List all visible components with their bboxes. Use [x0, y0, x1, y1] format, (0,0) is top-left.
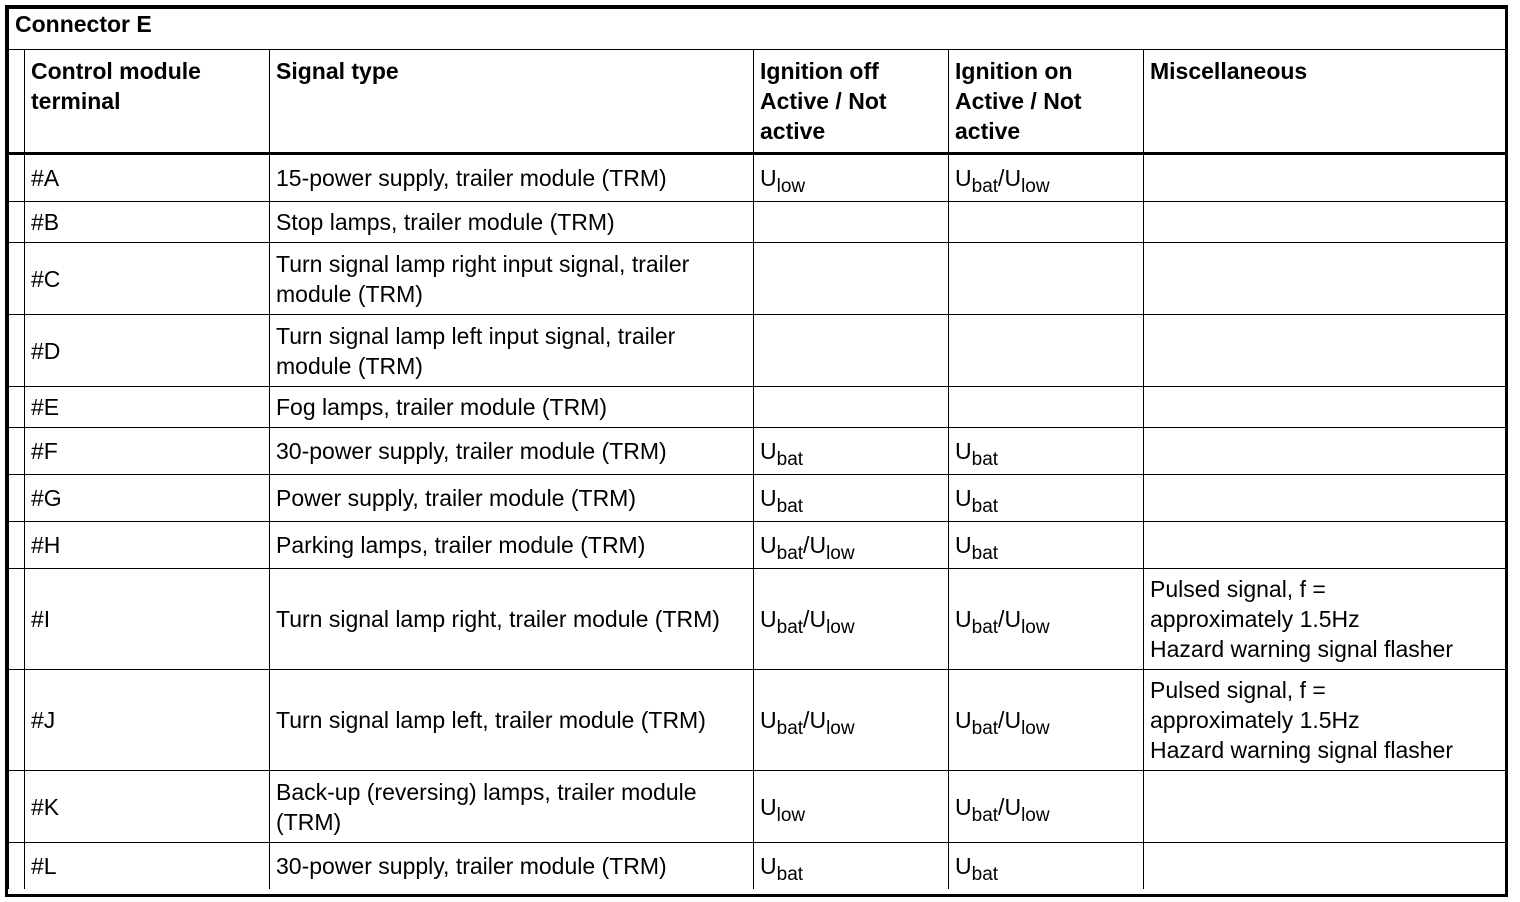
- table-row: [9, 475, 1506, 522]
- ignition-off-cell: [754, 202, 949, 243]
- miscellaneous-cell: [1144, 154, 1506, 202]
- ignition-on-cell: [949, 243, 1144, 315]
- row-stub: [9, 843, 25, 890]
- signal-type-cell: Turn signal lamp left input signal, trailer module (TRM): [270, 315, 754, 387]
- header-row: [9, 50, 1506, 154]
- signal-type-cell: Turn signal lamp left, trailer module (TRM): [270, 670, 754, 771]
- header-stub: [9, 50, 25, 154]
- miscellaneous-cell: [1144, 843, 1506, 890]
- miscellaneous-cell: [1144, 202, 1506, 243]
- ignition-on-cell: $U_{bat}/U_{low}$: [949, 771, 1144, 843]
- signal-type-cell: Power supply, trailer module (TRM): [270, 475, 754, 522]
- signal-type-cell: Stop lamps, trailer module (TRM): [270, 202, 754, 243]
- ignition-on-cell: $U_{bat}/U_{low}$: [949, 154, 1144, 202]
- header-terminal: Control module terminal: [25, 50, 270, 154]
- signal-type-cell: Back-up (reversing) lamps, trailer module (TRM): [270, 771, 754, 843]
- ignition-on-cell: $U_{bat}/U_{low}$: [949, 569, 1144, 670]
- table-row: [9, 843, 1506, 890]
- row-stub: [9, 315, 25, 387]
- ignition-off-cell: $U_{bat}/U_{low}$: [754, 670, 949, 771]
- header-miscellaneous: Miscellaneous: [1144, 50, 1506, 154]
- terminal-cell: #E: [25, 387, 270, 428]
- ignition-off-cell: $U_{bat}/U_{low}$: [754, 522, 949, 569]
- terminal-cell: #A: [25, 154, 270, 202]
- terminal-cell: #K: [25, 771, 270, 843]
- ignition-off-cell: $U_{bat}/U_{low}$: [754, 569, 949, 670]
- ignition-on-cell: $U_{bat}$: [949, 475, 1144, 522]
- ignition-off-cell: $U_{low}$: [754, 771, 949, 843]
- table-row: [9, 670, 1506, 771]
- miscellaneous-cell: [1144, 428, 1506, 475]
- ignition-off-cell: $U_{bat}$: [754, 475, 949, 522]
- miscellaneous-cell: Pulsed signal, f = approximately 1.5Hz Hazard warning signal flasher: [1144, 569, 1506, 670]
- table-row: [9, 522, 1506, 569]
- row-stub: [9, 387, 25, 428]
- connector-table-frame: [5, 5, 1508, 897]
- table-row: [9, 243, 1506, 315]
- ignition-off-cell: [754, 387, 949, 428]
- ignition-on-cell: $U_{bat}/U_{low}$: [949, 670, 1144, 771]
- signal-type-cell: Turn signal lamp right, trailer module (TRM): [270, 569, 754, 670]
- miscellaneous-cell: [1144, 475, 1506, 522]
- table-row: [9, 387, 1506, 428]
- miscellaneous-cell: [1144, 243, 1506, 315]
- ignition-off-cell: [754, 315, 949, 387]
- row-stub: [9, 670, 25, 771]
- table-title: Connector E: [9, 9, 1506, 50]
- connector-table: [8, 8, 1505, 889]
- header-ignition-on: Ignition on Active / Not active: [949, 50, 1144, 154]
- row-stub: [9, 243, 25, 315]
- table-row: [9, 771, 1506, 843]
- row-stub: [9, 202, 25, 243]
- table-row: [9, 569, 1506, 670]
- miscellaneous-cell: [1144, 387, 1506, 428]
- terminal-cell: #H: [25, 522, 270, 569]
- ignition-off-cell: $U_{bat}$: [754, 843, 949, 890]
- signal-type-cell: Turn signal lamp right input signal, trailer module (TRM): [270, 243, 754, 315]
- table-row: [9, 315, 1506, 387]
- row-stub: [9, 522, 25, 569]
- ignition-off-cell: $U_{bat}$: [754, 428, 949, 475]
- row-stub: [9, 475, 25, 522]
- header-ignition-off: Ignition off Active / Not active: [754, 50, 949, 154]
- signal-type-cell: Fog lamps, trailer module (TRM): [270, 387, 754, 428]
- table-row: [9, 202, 1506, 243]
- terminal-cell: #B: [25, 202, 270, 243]
- ignition-off-cell: $U_{low}$: [754, 154, 949, 202]
- ignition-on-cell: [949, 315, 1144, 387]
- signal-type-cell: 30-power supply, trailer module (TRM): [270, 428, 754, 475]
- table-row: [9, 428, 1506, 475]
- terminal-cell: #L: [25, 843, 270, 890]
- ignition-off-cell: [754, 243, 949, 315]
- signal-type-cell: 15-power supply, trailer module (TRM): [270, 154, 754, 202]
- ignition-on-cell: $U_{bat}$: [949, 843, 1144, 890]
- row-stub: [9, 771, 25, 843]
- signal-type-cell: Parking lamps, trailer module (TRM): [270, 522, 754, 569]
- ignition-on-cell: $U_{bat}$: [949, 428, 1144, 475]
- miscellaneous-cell: [1144, 315, 1506, 387]
- terminal-cell: #F: [25, 428, 270, 475]
- miscellaneous-cell: [1144, 771, 1506, 843]
- row-stub: [9, 154, 25, 202]
- terminal-cell: #D: [25, 315, 270, 387]
- miscellaneous-cell: Pulsed signal, f = approximately 1.5Hz Hazard warning signal flasher: [1144, 670, 1506, 771]
- table-row: [9, 154, 1506, 202]
- miscellaneous-cell: [1144, 522, 1506, 569]
- terminal-cell: #G: [25, 475, 270, 522]
- header-signal-type: Signal type: [270, 50, 754, 154]
- ignition-on-cell: [949, 387, 1144, 428]
- terminal-cell: #I: [25, 569, 270, 670]
- ignition-on-cell: [949, 202, 1144, 243]
- row-stub: [9, 428, 25, 475]
- ignition-on-cell: $U_{bat}$: [949, 522, 1144, 569]
- terminal-cell: #C: [25, 243, 270, 315]
- row-stub: [9, 569, 25, 670]
- signal-type-cell: 30-power supply, trailer module (TRM): [270, 843, 754, 890]
- terminal-cell: #J: [25, 670, 270, 771]
